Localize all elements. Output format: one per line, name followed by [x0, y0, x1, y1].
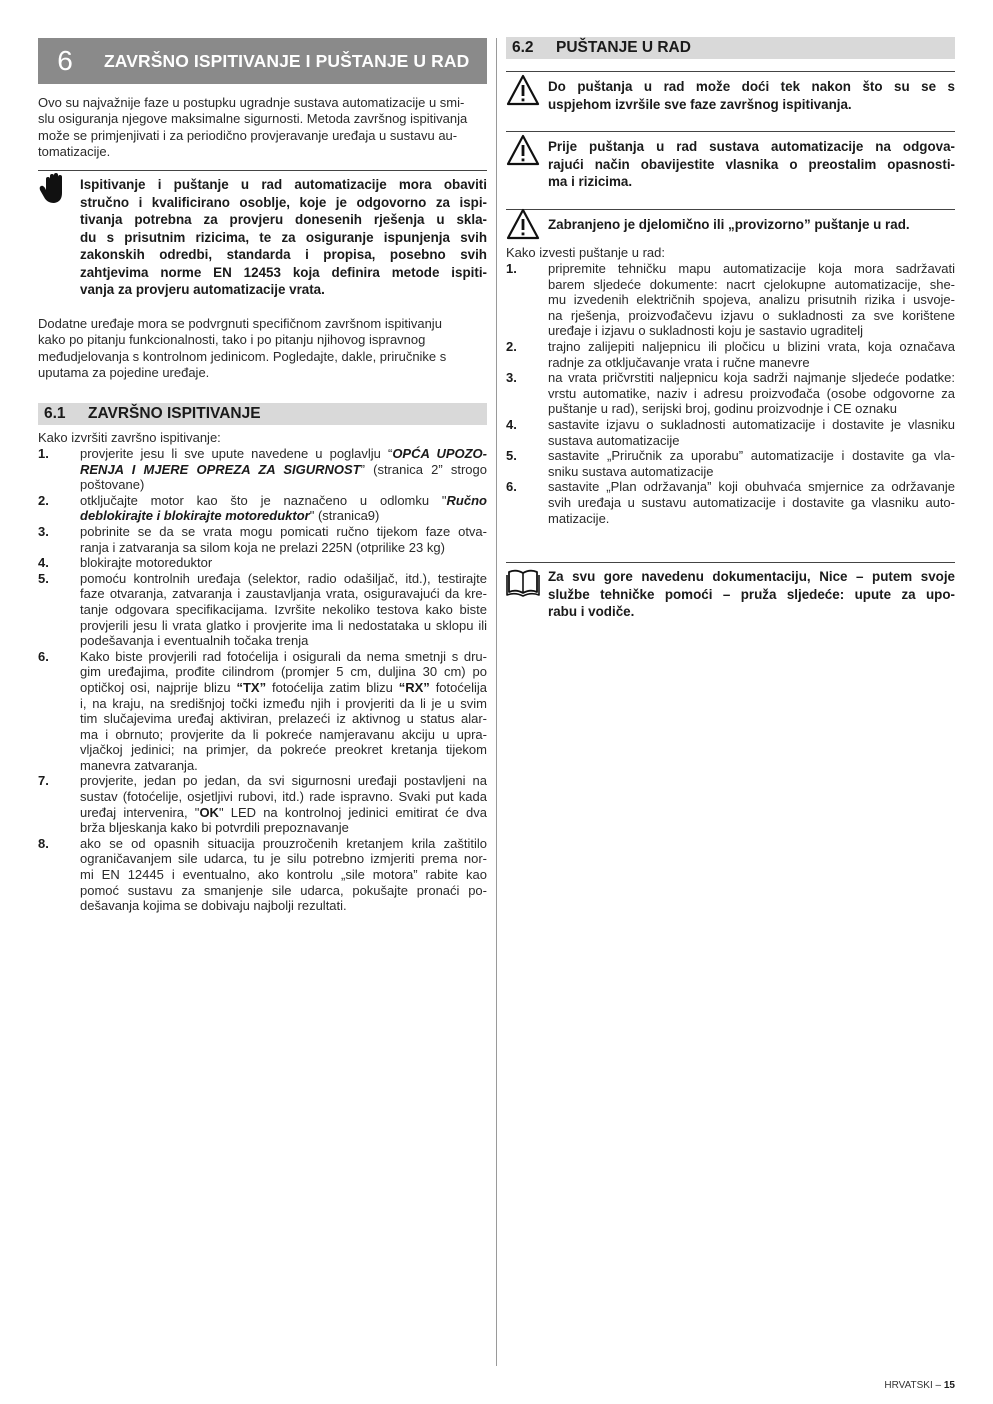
list-item-line	[80, 633, 487, 649]
chapter-title: ZAVRŠNO ISPITIVANJE I PUŠTANJE U RAD	[104, 50, 470, 71]
list-item	[506, 417, 955, 448]
text-run: vljačkoj jedinici; na primjer, da pokreće preokret kretanja tijekom	[80, 742, 487, 758]
list-item	[38, 524, 487, 555]
list-item-line	[548, 495, 955, 511]
list-item-number: 3.	[506, 370, 517, 386]
list-item-line	[548, 417, 955, 433]
text-run: sniku sustava automatizacije	[548, 463, 714, 479]
text-run: tim slučajevima uređaj aktiviran, prelazeći iz aktivnog u status alar-	[80, 711, 487, 727]
list-item-line	[548, 292, 955, 308]
text-run: ako se od opasnih situacija prouzročenih kretanjem krila zaštitilo	[80, 835, 487, 851]
note-line: vanja za provjeru automatizacije vrata.	[80, 282, 325, 297]
text-run: optičkoj osi, najprije blizu	[80, 679, 237, 695]
list-item	[38, 649, 487, 774]
final-testing-list	[38, 446, 487, 914]
book-icon	[506, 565, 540, 599]
warning-text-2	[548, 138, 955, 191]
list-item-body	[80, 493, 487, 524]
list-item-number: 5.	[506, 448, 517, 464]
list-item-number: 4.	[506, 416, 517, 432]
note-line: Ispitivanje i puštanje u rad automatizacije mora obaviti	[80, 177, 487, 192]
list-item	[38, 555, 487, 571]
additional-line: uputama za pojedine uređaje.	[38, 364, 210, 380]
bold-run: OK	[199, 804, 219, 820]
warning-line: rajući način obavijestite vlasnika o preostalim opasnosti-	[548, 156, 955, 172]
list-item	[38, 493, 487, 524]
list-item-line	[548, 261, 955, 277]
text-run: brža bljeskanja kako bi potvrdili prepoznavanje	[80, 820, 349, 836]
text-run: sastavite izjavu o sukladnosti automatizacije i dostavite je vlasniku	[548, 416, 955, 432]
section-6-2-header	[506, 37, 955, 59]
emphasis-run: Ručno	[446, 492, 487, 508]
intro-paragraph	[38, 95, 487, 160]
text-run: " LED na kontrolnoj jedinici emitirat će dva	[218, 804, 487, 820]
note-line: zakonskih odredbi, standarda i propisa, posebno svih	[80, 247, 487, 262]
bold-run: “RX”	[398, 679, 430, 695]
chapter-number: 6	[57, 45, 73, 76]
text-run: podešavanja i eventualnih točaka trenja	[80, 633, 309, 649]
text-run: ranja i zatvaranja sa silom koja ne prelazi 225N (otprilike 23 kg)	[80, 539, 445, 555]
list-item-body	[80, 555, 487, 571]
note-line: zahtjevima norme EN 12453 koja definira metode ispiti-	[80, 264, 487, 280]
list-item-line	[80, 540, 487, 556]
warning-triangle-icon	[506, 208, 540, 242]
list-item-number: 6.	[38, 648, 49, 664]
list-item-line	[80, 867, 487, 883]
note-line: stručno i kvalificirano osoblje, koje je odgovorno za ispi-	[80, 194, 487, 210]
text-run: blokirajte motoreduktor	[80, 555, 213, 571]
warning-text-3	[548, 216, 955, 234]
list-item-body	[548, 339, 955, 370]
list-item-line	[548, 448, 955, 464]
warning-note-3	[506, 210, 955, 242]
list-item-line	[80, 836, 487, 852]
list-item-line	[80, 727, 487, 743]
text-run: na vrata pričvrstiti naljepnicu koja sadrži najmanje sljedeće podatke:	[548, 370, 955, 386]
section-6-2-lead: Kako izvesti puštanje u rad:	[506, 245, 665, 260]
text-run: pomoću kontrolnih uređaja (selektor, radio odašiljač, itd.), testirajte	[80, 570, 487, 586]
intro-line: tomatizacije.	[38, 143, 111, 159]
text-run: pripremite tehničku mapu automatizacije koja mora sadržavati	[548, 261, 955, 276]
list-item	[38, 446, 487, 493]
list-item-number: 2.	[38, 492, 49, 508]
list-item-line	[80, 789, 487, 805]
emphasis-run: OPĆA UPOZO-	[392, 446, 487, 461]
text-run: sastavite „Plan održavanja” koji obuhvaća smjernice za održavanje	[548, 479, 955, 495]
list-item-body	[548, 370, 955, 417]
list-item-line	[80, 602, 487, 618]
text-run: uređaj intervenira, "	[80, 804, 200, 820]
list-item	[506, 370, 955, 417]
list-item-body	[80, 524, 487, 555]
list-item-number: 1.	[38, 446, 49, 461]
note-line: tivanja potrebna za provjeru donesenih rješenja u skla-	[80, 212, 487, 227]
list-item-body	[548, 261, 955, 339]
additional-paragraph	[38, 316, 487, 381]
list-item-body	[548, 479, 955, 526]
list-item-line	[80, 462, 487, 478]
book-note	[506, 563, 955, 629]
additional-line: Dodatne uređaje mora se podvrgnuti specifičnom završnom ispitivanju	[38, 316, 442, 331]
list-item-line	[548, 370, 955, 386]
text-run: provjerite jesu li sve upute navedene u poglavlju “	[80, 446, 393, 461]
list-item-line	[80, 898, 487, 914]
text-run: " (stranica9)	[309, 508, 380, 524]
list-item	[38, 571, 487, 649]
list-item-number: 5.	[38, 570, 49, 586]
list-item-body	[80, 446, 487, 493]
text-run: otključajte motor kao što je naznačeno u odlomku "	[80, 492, 447, 508]
text-run: faze otvaranja, zatvaranja i zaustavljanja vrata, osiguravajući da kre-	[80, 586, 487, 602]
warning-note-1	[506, 72, 955, 122]
text-run: svih uređaja u sustavu automatizacije i dostavite ga vlasniku auto-	[548, 494, 955, 510]
hand-note-text	[80, 176, 487, 299]
text-run: radnje za otključavanje vrata i ručne manevre	[548, 354, 810, 370]
list-item-body	[548, 417, 955, 448]
list-item-line	[80, 742, 487, 758]
list-item-line	[548, 401, 955, 417]
list-item-number: 7.	[38, 773, 49, 789]
text-run: sastavite „Priručnik za uporabu” automatizacije i dostavite ga vla-	[548, 448, 955, 464]
list-item-number: 8.	[38, 835, 49, 851]
commissioning-list	[506, 261, 955, 526]
list-item-line	[80, 649, 487, 665]
text-run: puštanje u rad), serijski broj, godinu proizvodnje i CE oznaku	[548, 401, 898, 417]
text-run: mu izvedenih električnih spojeva, analizu prisutnih rizika i usvoje-	[548, 292, 955, 308]
list-item-line	[80, 555, 487, 571]
hand-note	[38, 172, 487, 306]
warning-line: Do puštanja u rad može doći tek nakon što su se s	[548, 79, 955, 94]
text-run: gim uređajima, prođite cilindrom (promjer 5 cm, duljina 30 cm) po	[80, 664, 487, 680]
list-item-line	[80, 586, 487, 602]
list-item-line	[80, 820, 487, 836]
text-run: provjerite, jedan po jedan, da svi sigurnosni uređaji postavljeni na	[80, 773, 487, 789]
text-run: uređaje i izjavu o sukladnosti koju je sastavio ugraditelj	[548, 323, 864, 339]
page-footer	[884, 1380, 955, 1391]
list-item-line	[80, 851, 487, 867]
text-run: sustav (fotoćelije, osjetljivi rubovi, itd.) rade ispravno. Svaki put kada	[80, 789, 487, 805]
note-line: službe tehničke pomoći – pruža sljedeće: upute za upo-	[548, 586, 955, 602]
list-item-line	[80, 805, 487, 821]
additional-line: kako po pitanju funkcionalnosti, tako i po pitanju njihovog ispravnog	[38, 332, 426, 348]
text-run: i, na kraju, na središnjoj točki između njih i provjeriti da li je u svim	[80, 695, 487, 711]
text-run: ograničavanjem sile udarca, tu je silu potrebno izmjeriti prema nor-	[80, 851, 487, 867]
list-item-line	[80, 477, 487, 493]
text-run: barem sljedeće dokumente: nacrt cjelokupne automatizacije, she-	[548, 276, 955, 292]
text-run: fotoćelija zatim blizu	[266, 679, 399, 695]
text-run: tanje odgovara specifikacijama. Izvršite nekoliko testova kako biste	[80, 601, 487, 617]
list-item-body	[80, 773, 487, 835]
note-line: rabu i vodiče.	[548, 604, 635, 619]
text-run: trajno zalijepiti naljepnicu ili pločicu u blizini vrata, koja označava	[548, 338, 955, 354]
text-run: matizacije.	[548, 510, 610, 526]
page-number: 15	[943, 1380, 955, 1391]
text-run: dešavanja kojima se dobivaju najbolji rezultati.	[80, 898, 347, 914]
text-run: fotoćelija	[429, 679, 488, 695]
text-run: poštovane)	[80, 477, 145, 493]
additional-line: međudjelovanja s kontrolnom jedinicom. Pogledajte, dakle, priručnike s	[38, 348, 447, 364]
list-item-line	[548, 464, 955, 480]
list-item-number: 4.	[38, 555, 49, 571]
emphasis-run: deblokirajte i blokirajte motoreduktor	[80, 508, 310, 524]
list-item-line	[548, 339, 955, 355]
list-item-line	[548, 511, 955, 527]
list-item-line	[548, 433, 955, 449]
list-item-line	[80, 883, 487, 899]
list-item-line	[80, 773, 487, 789]
section-6-1-header	[38, 403, 487, 425]
chapter-header	[38, 38, 487, 84]
warning-triangle-icon	[506, 74, 540, 108]
list-item-body	[80, 571, 487, 649]
list-item-line	[80, 446, 487, 462]
text-run: mi EN 12445 i eventualno, ako kontrolu „sile motora” rabite kao	[80, 867, 487, 883]
list-item-line	[80, 680, 487, 696]
warning-note-2	[506, 132, 955, 198]
text-run: pomoć sustavu za smanjenje sile udarca, pokušajte pronaći po-	[80, 882, 487, 898]
list-item-line	[80, 493, 487, 509]
footer-language: HRVATSKI –	[884, 1380, 944, 1391]
note-line: Za svu gore navedenu dokumentaciju, Nice – putem svoje	[548, 569, 955, 584]
list-item-line	[80, 571, 487, 587]
text-run: na rješenja, proizvođačevu izjavu o sukladnosti za sve korištene	[548, 307, 955, 323]
list-item-number: 1.	[506, 261, 517, 276]
list-item-line	[80, 508, 487, 524]
list-item-line	[548, 277, 955, 293]
hand-stop-icon	[38, 172, 72, 206]
warning-line: Zabranjeno je djelomično ili „provizorno” puštanje u rad.	[548, 217, 910, 232]
intro-line: slu osiguranja njegove maksimalne sigurnosti. Metoda završnog ispitivanja	[38, 111, 468, 127]
list-item	[38, 836, 487, 914]
book-note-text	[548, 568, 955, 621]
list-item	[506, 339, 955, 370]
text-run: manevra zatvaranja.	[80, 757, 198, 773]
list-item-body	[80, 836, 487, 914]
text-run: ” (stranica 2” strogo	[360, 461, 487, 477]
divider-rule	[38, 170, 487, 171]
list-item-line	[548, 479, 955, 495]
section-number: 6.2	[512, 39, 534, 56]
bold-run: “TX”	[236, 679, 267, 695]
section-title: PUŠTANJE U RAD	[556, 39, 691, 56]
list-item-number: 6.	[506, 479, 517, 495]
list-item-line	[548, 308, 955, 324]
list-item	[506, 261, 955, 339]
list-item-line	[80, 664, 487, 680]
text-run: Kako biste provjerili rad fotoćelija i osigurali da nema smetnji s dru-	[80, 648, 487, 664]
list-item	[38, 773, 487, 835]
text-run: ma i obrnuto; provjerite da li pokreće namjeravanu akciju u upra-	[80, 726, 487, 742]
list-item-line	[80, 758, 487, 774]
intro-line: Ovo su najvažnije faze u postupku ugradnje sustava automatizacije u smi-	[38, 95, 465, 110]
note-line: du s prisutnim rizicima, te za osiguranje ispunjenja svih	[80, 229, 487, 245]
list-item-line	[548, 323, 955, 339]
text-run: sustava automatizacije	[548, 432, 680, 448]
text-run: pobrinite se da se vrata mogu pomicati ručno tijekom faze otva-	[80, 523, 487, 539]
text-run: provjerili jesu li vrata glatko i provjerite ima li nedostataka u sklopu ili	[80, 617, 487, 633]
list-item-line	[80, 711, 487, 727]
warning-line: uspjehom izvršile sve faze završnog ispitivanja.	[548, 96, 852, 112]
list-item-line	[80, 618, 487, 634]
list-item-line	[80, 524, 487, 540]
warning-line: Prije puštanja u rad sustava automatizacije na odgova-	[548, 139, 955, 154]
text-run: vrstu automatike, naziv i adresu proizvođača (osobe odgovorne za	[548, 385, 955, 401]
list-item-number: 2.	[506, 338, 517, 354]
list-item	[506, 479, 955, 526]
list-item	[506, 448, 955, 479]
section-title: ZAVRŠNO ISPITIVANJE	[88, 405, 261, 422]
warning-line: ma i rizicima.	[548, 174, 633, 189]
list-item-body	[548, 448, 955, 479]
list-item-number: 3.	[38, 523, 49, 539]
list-item-body	[80, 649, 487, 774]
emphasis-run: RENJA I MJERE OPREZA ZA SIGURNOST	[80, 461, 361, 477]
warning-text-1	[548, 78, 955, 113]
section-6-1-lead: Kako izvršiti završno ispitivanje:	[38, 430, 221, 445]
list-item-line	[548, 386, 955, 402]
list-item-line	[548, 355, 955, 371]
list-item-line	[80, 696, 487, 712]
intro-line: može se primjenjivati i za periodično provjeravanje uređaja u sustavu au-	[38, 127, 458, 143]
warning-triangle-icon	[506, 134, 540, 168]
section-number: 6.1	[44, 405, 66, 422]
column-divider	[496, 38, 497, 1366]
